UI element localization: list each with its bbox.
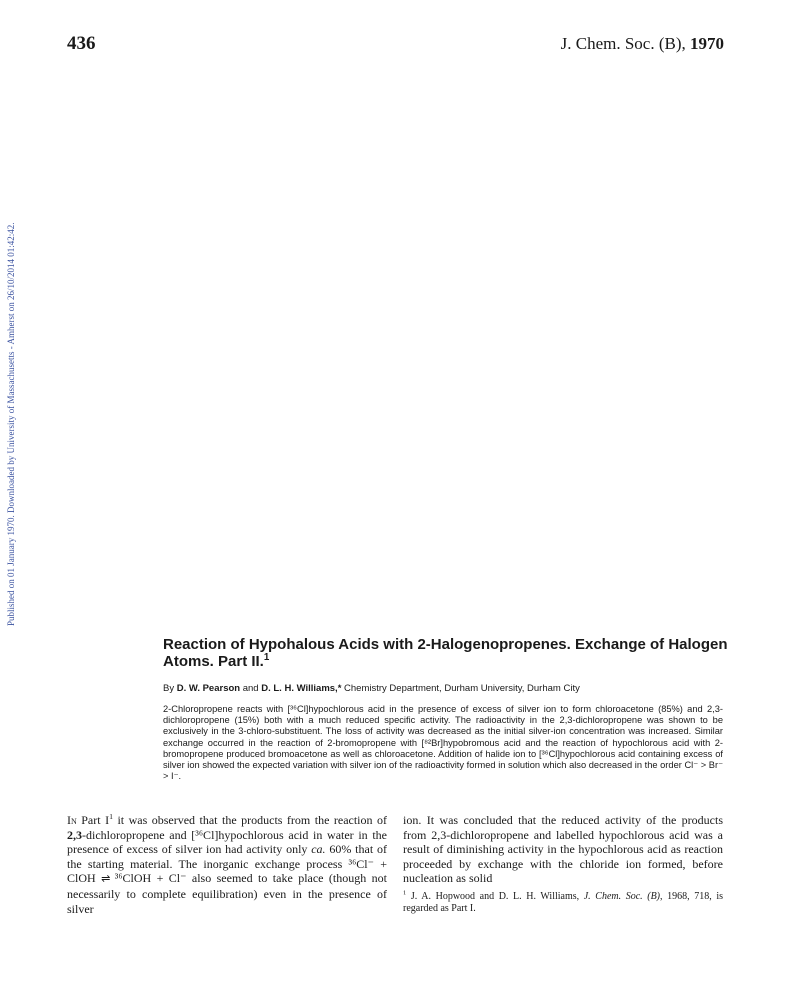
footnote-journal: J. Chem. Soc. (B) xyxy=(583,891,661,902)
body-text: ³⁶ClOH + Cl⁻ also seemed to take place (though not necessarily to complete equilibration) even in the presence of silver xyxy=(67,871,388,916)
footnote-text: J. A. Hopwood and D. L. H. Williams, xyxy=(406,891,584,902)
body-text: it was observed that the products from the reaction of xyxy=(112,813,387,827)
footnote-marker: 1 xyxy=(403,889,407,897)
author-affiliation: Chemistry Department, Durham University, Durham City xyxy=(344,683,580,694)
body-text: 60% that of the starting material. The inorganic exchange process ³⁶Cl⁻ + ClOH xyxy=(67,842,387,886)
italic-abbreviation: ca. xyxy=(311,842,326,857)
author-name-1: D. W. Pearson xyxy=(176,683,241,694)
body-column-right: ion. It was concluded that the reduced activity of the products from 2,3-dichloropropene and labelled hypochlorous acid was a result of diminishing activity in the hypochlorous acid as reaction proceeded by exchange with the chloride ion formed, before nucleation as solid xyxy=(403,813,723,886)
equilibrium-arrow: ⇌ xyxy=(101,873,110,886)
body-text: -dichloropropene and [³⁶Cl]hypochlorous acid in water in the presence of excess of silver ion had activity only xyxy=(67,827,387,857)
abstract: 2-Chloropropene reacts with [³⁶Cl]hypochlorous acid in the presence of excess of silver ion to form chloroacetone (85%) and 2,3-dichloropropene (15%) both with a much reduced specific activity. The radioactivity in the 2,3-dichloropropene was shown to be exclusively in the 3-chloro-substituent. The loss of activity was decreased as the initial silver-ion concentration was increased. Similar exchange occurred in the reaction of 2-bromopropene with [⁸²Br]hypobromous acid and the reaction of hypochlorous acid with 2-bromopropene produced bromoacetone as well as chloroacetone. Addition of halide ion to [³⁶Cl]hypochlorous acid containing excess of silver ion showed the expected variation with silver ion of the radioactivity formed in solution which also decreased in the order Cl⁻ > Br⁻ > I⁻. xyxy=(163,704,723,782)
footnote-text: , 1968, 718, is regarded as Part I. xyxy=(403,891,723,914)
authors-and: and xyxy=(242,683,259,694)
title-reference: 1 xyxy=(263,652,270,663)
author-line xyxy=(163,683,735,694)
body-column-left xyxy=(67,813,387,916)
compound-number: 2,3 xyxy=(67,827,82,842)
citation-reference: 1 xyxy=(109,812,113,821)
publication-side-note: Published on 01 January 1970. Downloaded by University of Massachusetts - Amherst on 26/10/2014 01:42:42. xyxy=(6,222,16,626)
article-title xyxy=(163,636,735,670)
article-title-text: Reaction of Hypohalous Acids with 2-Halogenopropenes. Exchange of Halogen Atoms. Part II. xyxy=(163,636,728,670)
author-name-2: D. L. H. Williams,* xyxy=(261,683,342,694)
authors-by: By xyxy=(163,683,175,694)
page-number: 436 xyxy=(67,33,96,54)
journal-reference xyxy=(561,34,724,54)
journal-year: 1970 xyxy=(690,34,724,53)
footnote xyxy=(403,891,723,915)
lead-word: In xyxy=(67,813,77,827)
body-text: Part I xyxy=(76,813,110,827)
journal-name: J. Chem. Soc. (B), xyxy=(560,34,686,53)
